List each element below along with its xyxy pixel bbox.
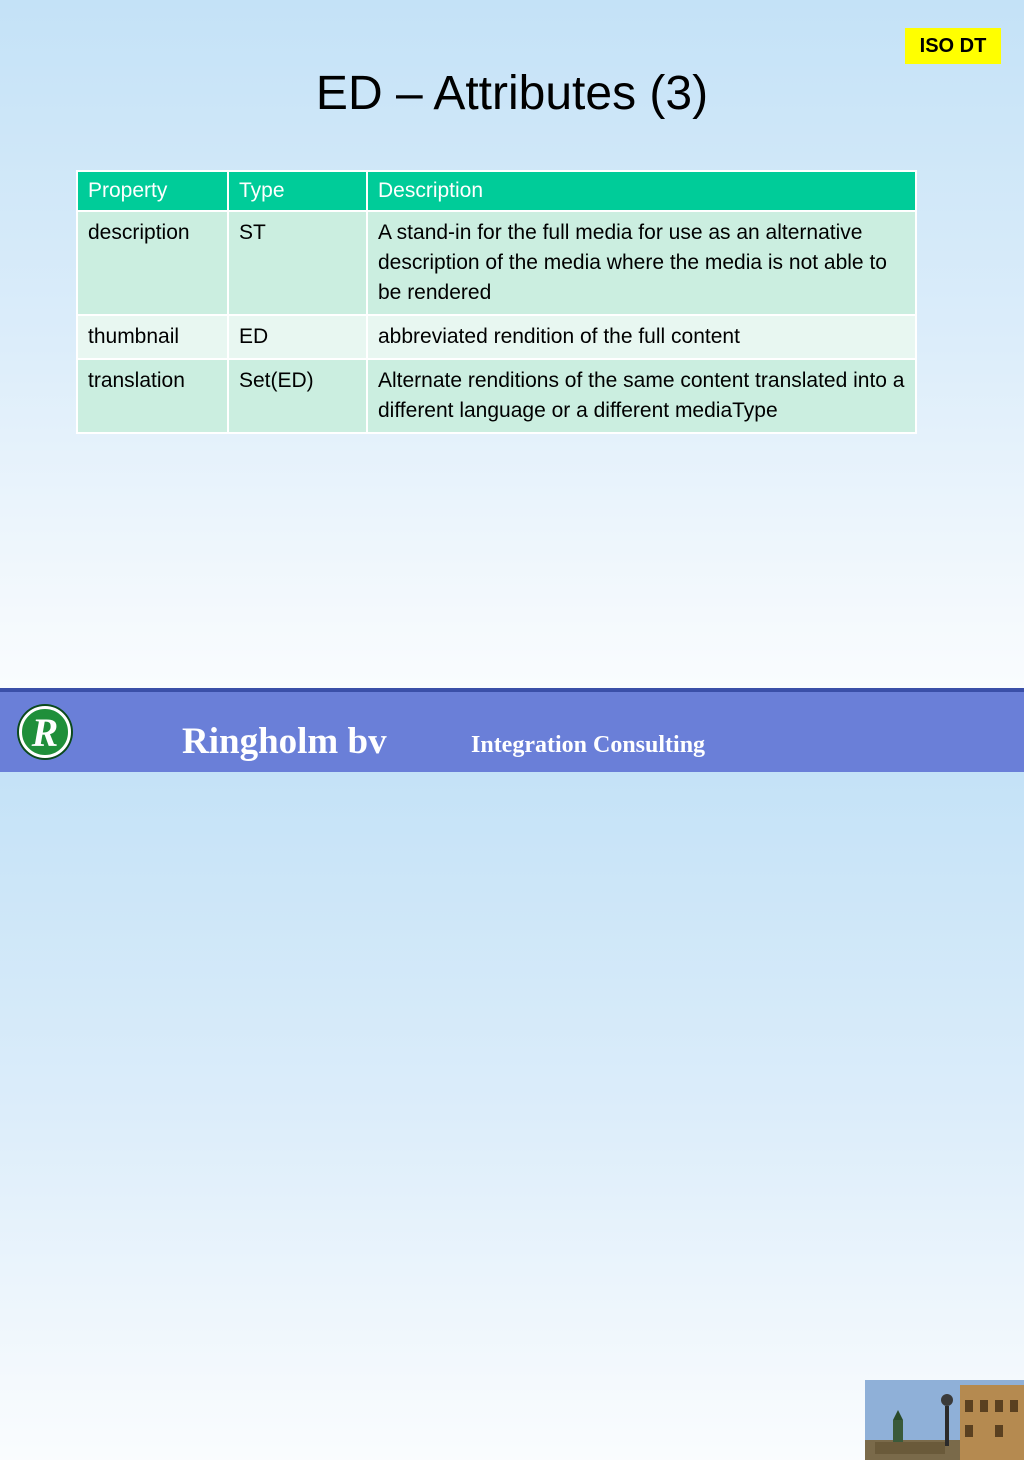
brand-name: Ringholm bv	[182, 721, 387, 762]
iso-dt-badge: ISO DT	[905, 28, 1001, 64]
cell-description: A stand-in for the full media for use as an alternative description of the media where the media is not able to be rendered	[367, 211, 916, 315]
slide-title: ED – Attributes (3)	[315, 67, 709, 120]
attributes-table	[76, 170, 917, 434]
cell-type: ED	[228, 315, 367, 359]
cell-description: abbreviated rendition of the full content	[367, 315, 916, 359]
footer-banner	[0, 688, 1024, 772]
cell-property: thumbnail	[77, 315, 228, 359]
brand-tagline: Integration Consulting	[471, 732, 706, 758]
cell-property: description	[77, 211, 228, 315]
ringholm-logo: R	[19, 706, 71, 758]
column-header-property: Property	[77, 171, 228, 211]
table-row	[77, 211, 916, 315]
table-row	[77, 315, 916, 359]
table-header-row	[77, 171, 916, 211]
cell-type: ST	[228, 211, 367, 315]
cell-property: translation	[77, 359, 228, 433]
column-header-type: Type	[228, 171, 367, 211]
cell-description: Alternate renditions of the same content translated into a different language or a different mediaType	[367, 359, 916, 433]
column-header-description: Description	[367, 171, 916, 211]
cell-type: Set(ED)	[228, 359, 367, 433]
city-hall-photo	[865, 1380, 1024, 1460]
table-row	[77, 359, 916, 433]
